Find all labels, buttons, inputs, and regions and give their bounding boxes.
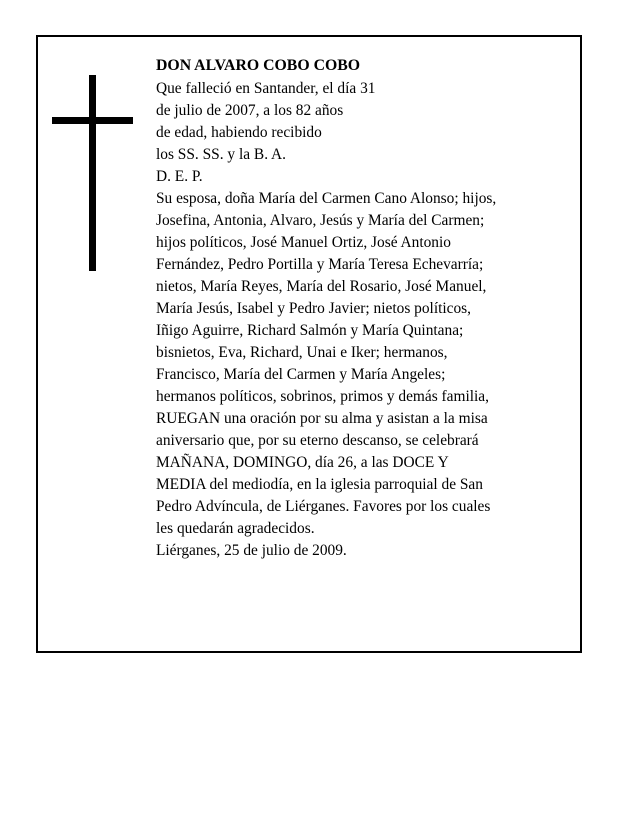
deceased-name: DON ALVARO COBO COBO: [156, 57, 361, 74]
text-line: Fernández, Pedro Portilla y María Teresa Echevarría;: [156, 256, 484, 273]
text-line: Iñigo Aguirre, Richard Salmón y María Quintana;: [156, 322, 464, 339]
text-line: Que falleció en Santander, el día 31: [156, 80, 376, 97]
text-line: nietos, María Reyes, María del Rosario, José Manuel,: [156, 278, 487, 295]
text-line: María Jesús, Isabel y Pedro Javier; nietos políticos,: [156, 300, 472, 317]
obituary-notice: [36, 35, 582, 653]
text-line: de edad, habiendo recibido: [156, 124, 322, 141]
text-line: Pedro Advíncula, de Liérganes. Favores por los cuales: [156, 498, 491, 515]
text-line: de julio de 2007, a los 82 años: [156, 102, 344, 119]
text-line: Liérganes, 25 de julio de 2009.: [156, 542, 347, 559]
text-line: aniversario que, por su eterno descanso, se celebrará: [156, 432, 479, 449]
text-line: hijos políticos, José Manuel Ortiz, José Antonio: [156, 234, 451, 251]
text-line: RUEGAN una oración por su alma y asistan a la misa: [156, 410, 488, 427]
text-line: bisnietos, Eva, Richard, Unai e Iker; hermanos,: [156, 344, 448, 361]
text-line: MAÑANA, DOMINGO, día 26, a las DOCE Y: [156, 454, 449, 471]
text-line: Josefina, Antonia, Alvaro, Jesús y María del Carmen;: [156, 212, 485, 229]
obituary-text: [156, 55, 576, 562]
text-line: Su esposa, doña María del Carmen Cano Alonso; hijos,: [156, 190, 497, 207]
cross-icon-crossbar: [52, 117, 133, 124]
text-line: MEDIA del mediodía, en la iglesia parroquial de San: [156, 476, 483, 493]
text-line: hermanos políticos, sobrinos, primos y demás familia,: [156, 388, 489, 405]
cross-icon: [89, 75, 96, 271]
text-line: les quedarán agradecidos.: [156, 520, 315, 537]
text-line: Francisco, María del Carmen y María Angeles;: [156, 366, 446, 383]
text-line: D. E. P.: [156, 168, 203, 185]
text-line: los SS. SS. y la B. A.: [156, 146, 287, 163]
